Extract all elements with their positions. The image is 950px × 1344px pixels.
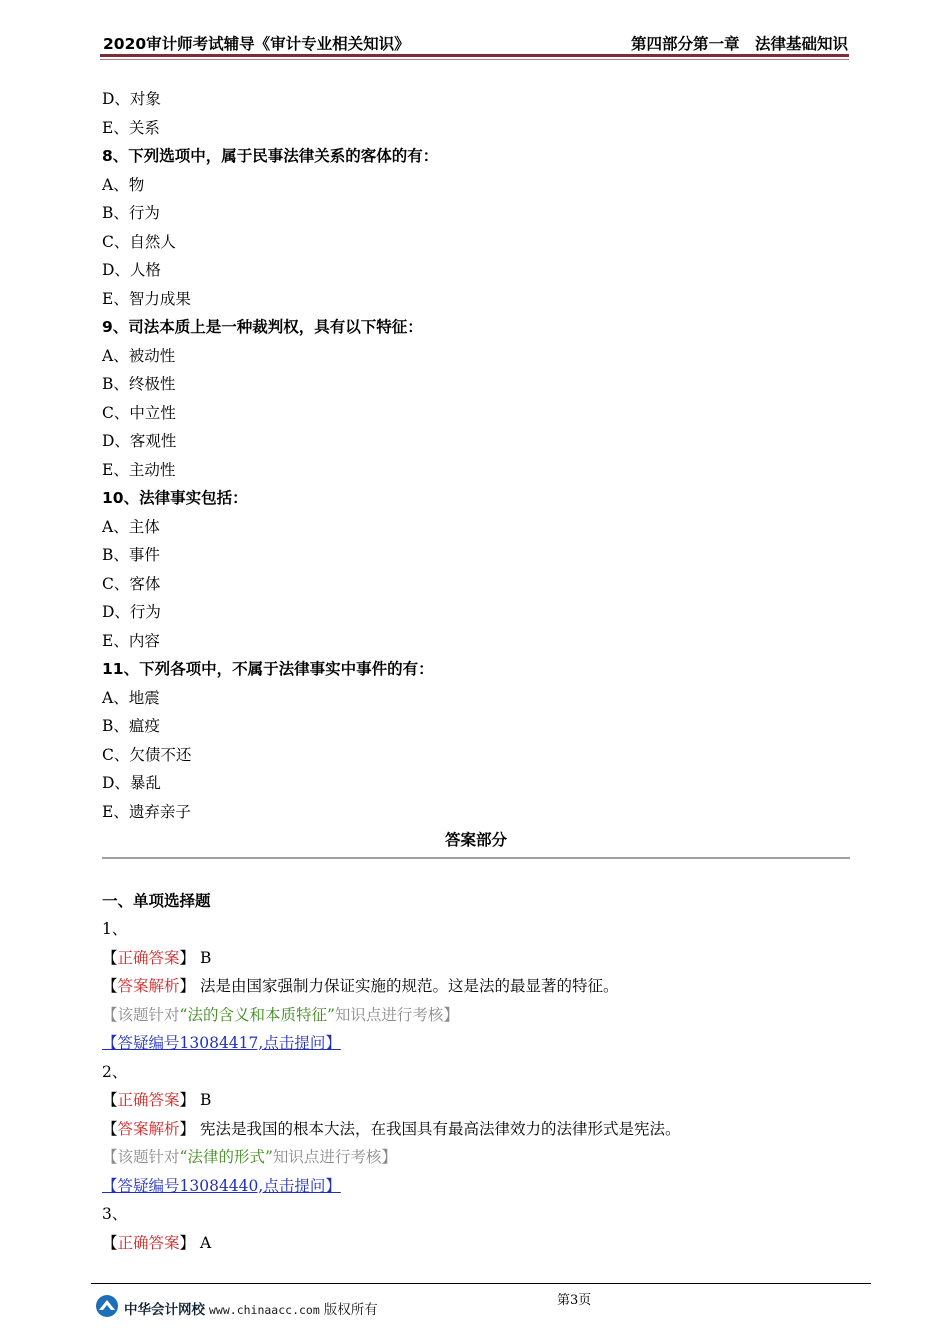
bracket-close: 】 (179, 1119, 196, 1138)
ask-question-link[interactable]: 【答疑编号13084440,点击提问】 (102, 1176, 341, 1195)
topic-name: “法律的形式” (179, 1148, 273, 1166)
ask-question-row (102, 1172, 850, 1201)
option-item: E、遗弃亲子 (102, 802, 191, 821)
topic-name: “法的含义和本质特征” (179, 1005, 335, 1024)
analysis-row (102, 972, 850, 1001)
header-rule-thin (100, 59, 849, 60)
topic-tag-prefix: 【该题针对 (102, 1148, 180, 1166)
option-item: D、暴乱 (102, 774, 161, 792)
correct-answer-label: 正确答案 (117, 948, 180, 967)
bracket-open: 【 (102, 948, 118, 967)
footer-rule (91, 1283, 871, 1284)
bracket-open: 【 (102, 1091, 118, 1109)
option-item: D、对象 (102, 90, 161, 108)
analysis-text: 宪法是我国的根本大法，在我国具有最高法律效力的法律形式是宪法。 (199, 1119, 681, 1138)
ask-question-link[interactable]: 【答疑编号13084417,点击提问】 (102, 1034, 341, 1052)
option-item: A、主体 (102, 517, 160, 536)
header-chapter: 第四部分第一章 法律基础知识 (630, 35, 848, 53)
footer-rights: 版权所有 (323, 1302, 378, 1318)
header-title: 2020审计师考试辅导《审计专业相关知识》 (103, 35, 410, 53)
topic-tag-suffix: 知识点进行考核】 (272, 1148, 397, 1166)
correct-answer-value: A (199, 1233, 212, 1252)
ask-question-row (102, 1029, 850, 1058)
option-item: E、内容 (102, 631, 160, 650)
option-item: C、中立性 (102, 403, 176, 422)
correct-answer-value: B (199, 948, 212, 967)
answer-section-title: 答案部分 (444, 831, 507, 849)
correct-answer-label: 正确答案 (117, 1233, 180, 1252)
option-item: B、行为 (102, 204, 160, 222)
footer-brand (124, 1298, 378, 1318)
question-8-stem: 8、下列选项中，属于民事法律关系的客体的有： (102, 147, 439, 165)
page-content (102, 85, 850, 1257)
topic-tag-prefix: 【该题针对 (102, 1005, 180, 1024)
analysis-text: 法是由国家强制力保证实施的规范。这是法的最显著的特征。 (199, 977, 619, 995)
option-item: A、物 (102, 175, 145, 194)
bracket-close: 】 (179, 1091, 196, 1109)
bracket-open: 【 (102, 1233, 118, 1252)
correct-answer-row (102, 1229, 850, 1258)
question-9-stem: 9、司法本质上是一种裁判权，具有以下特征： (102, 318, 423, 336)
option-item: D、行为 (102, 603, 161, 621)
spacer (102, 859, 850, 887)
analysis-label: 答案解析 (117, 977, 180, 995)
option-item: E、主动性 (102, 460, 176, 479)
analysis-row (102, 1115, 850, 1144)
question-10-stem: 10、法律事实包括： (102, 489, 248, 507)
bracket-close: 】 (179, 1233, 196, 1252)
bracket-open: 【 (102, 1119, 118, 1138)
bracket-close: 】 (179, 977, 196, 995)
topic-tag-suffix: 知识点进行考核】 (334, 1005, 459, 1024)
bracket-close: 】 (179, 948, 196, 967)
option-item: E、关系 (102, 118, 160, 137)
correct-answer-value: B (199, 1091, 212, 1109)
footer-brand-name: 中华会计网校 (124, 1302, 205, 1318)
correct-answer-label: 正确答案 (117, 1091, 180, 1109)
topic-tag-row (102, 1001, 850, 1030)
correct-answer-row (102, 1086, 850, 1115)
analysis-label: 答案解析 (117, 1119, 180, 1138)
option-item: B、终极性 (102, 375, 176, 393)
option-item: A、地震 (102, 688, 160, 707)
answer-number: 3、 (102, 1205, 128, 1223)
header-rule (100, 54, 849, 57)
option-item: C、欠债不还 (102, 745, 192, 764)
answer-number: 2、 (102, 1062, 128, 1081)
question-11-stem: 11、下列各项中，不属于法律事实中事件的有： (102, 660, 434, 678)
option-item: A、被动性 (102, 346, 176, 365)
chinaacc-logo-icon (95, 1294, 119, 1318)
option-item: E、智力成果 (102, 289, 191, 308)
topic-tag-row (102, 1143, 850, 1172)
option-item: B、事件 (102, 546, 160, 564)
bracket-open: 【 (102, 977, 118, 995)
footer-site: www.chinaacc.com (209, 1303, 320, 1317)
correct-answer-row (102, 944, 850, 973)
option-item: C、自然人 (102, 232, 176, 251)
answer-part-title: 一、单项选择题 (102, 891, 211, 910)
option-item: B、瘟疫 (102, 717, 160, 735)
answer-number: 1、 (102, 920, 128, 938)
option-item: D、人格 (102, 261, 161, 279)
option-item: C、客体 (102, 574, 161, 593)
page-number: 第3页 (557, 1293, 592, 1308)
option-item: D、客观性 (102, 432, 177, 450)
